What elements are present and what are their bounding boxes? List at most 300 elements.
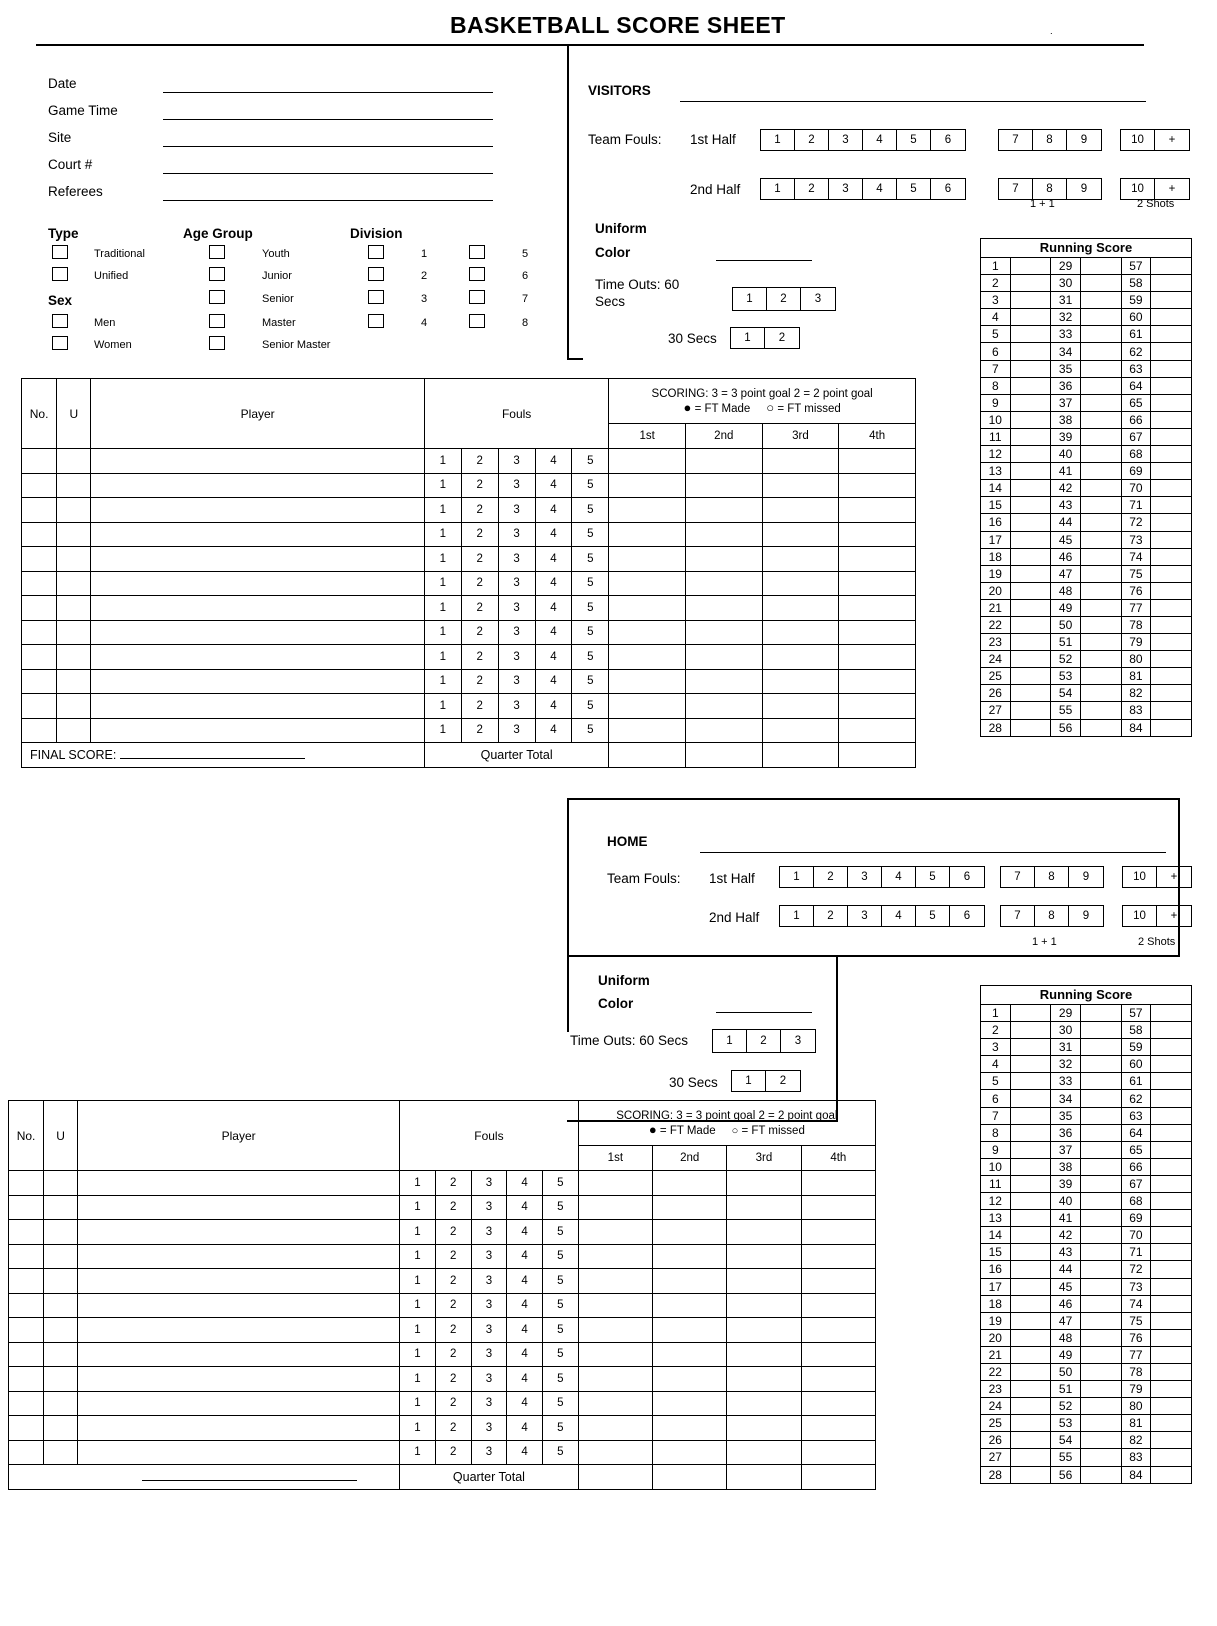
- cell-q4[interactable]: [801, 1171, 875, 1196]
- cell-u[interactable]: [57, 473, 91, 498]
- rs-blank[interactable]: [1080, 275, 1121, 292]
- cell-u[interactable]: [57, 449, 91, 474]
- rs-blank[interactable]: [1080, 446, 1121, 463]
- cell-no[interactable]: [9, 1367, 44, 1392]
- cell-u[interactable]: [44, 1171, 78, 1196]
- cell-foul[interactable]: 1: [400, 1244, 436, 1269]
- rs-blank[interactable]: [1010, 634, 1051, 651]
- info-input-game-time[interactable]: [163, 119, 493, 120]
- cell-player[interactable]: [91, 645, 425, 670]
- cell-foul[interactable]: 3: [498, 718, 535, 743]
- cell-q3[interactable]: [727, 1220, 801, 1245]
- table-row[interactable]: [9, 1171, 876, 1196]
- cell-q2[interactable]: [653, 1195, 727, 1220]
- cell-foul[interactable]: 4: [535, 620, 572, 645]
- rs-blank[interactable]: [1010, 1244, 1051, 1261]
- table-row[interactable]: [9, 1269, 876, 1294]
- rs-blank[interactable]: [1010, 1466, 1051, 1483]
- rs-blank[interactable]: [1151, 685, 1192, 702]
- rs-blank[interactable]: [1151, 1346, 1192, 1363]
- cell-q3[interactable]: [727, 1367, 801, 1392]
- table-row[interactable]: [981, 1295, 1192, 1312]
- cell-q4[interactable]: [839, 473, 916, 498]
- rs-blank[interactable]: [1080, 326, 1121, 343]
- foul-cell[interactable]: 7: [999, 179, 1033, 199]
- table-row[interactable]: [981, 1415, 1192, 1432]
- rs-blank[interactable]: [1151, 394, 1192, 411]
- foul-cell[interactable]: 1: [761, 130, 795, 150]
- cell-foul[interactable]: 4: [507, 1244, 543, 1269]
- cell-foul[interactable]: 2: [435, 1293, 471, 1318]
- rs-blank[interactable]: [1080, 719, 1121, 736]
- rs-blank[interactable]: [1080, 668, 1121, 685]
- cell-foul[interactable]: 2: [461, 596, 498, 621]
- visitors-half2-fouls-10-plus[interactable]: [1120, 178, 1190, 200]
- foul-cell[interactable]: 3: [848, 906, 882, 926]
- table-row[interactable]: [9, 1195, 876, 1220]
- cell-foul[interactable]: 4: [535, 522, 572, 547]
- rs-blank[interactable]: [1010, 599, 1051, 616]
- rs-blank[interactable]: [1080, 514, 1121, 531]
- cell-foul[interactable]: 4: [507, 1440, 543, 1465]
- cell-foul[interactable]: 1: [400, 1318, 436, 1343]
- cell-foul[interactable]: 3: [498, 522, 535, 547]
- cell-foul[interactable]: 1: [400, 1416, 436, 1441]
- home-half2-fouls-1-6[interactable]: [779, 905, 985, 927]
- rs-blank[interactable]: [1010, 1398, 1051, 1415]
- cell-u[interactable]: [44, 1440, 78, 1465]
- foul-cell[interactable]: 2: [814, 906, 848, 926]
- cell-q2[interactable]: [653, 1391, 727, 1416]
- visitors-half1-fouls-10-plus[interactable]: [1120, 129, 1190, 151]
- rs-blank[interactable]: [1010, 275, 1051, 292]
- cell-foul[interactable]: 4: [507, 1391, 543, 1416]
- rs-blank[interactable]: [1010, 1193, 1051, 1210]
- rs-blank[interactable]: [1080, 1210, 1121, 1227]
- cell-foul[interactable]: 4: [535, 571, 572, 596]
- rs-blank[interactable]: [1080, 497, 1121, 514]
- table-row[interactable]: [22, 645, 916, 670]
- rs-blank[interactable]: [1010, 531, 1051, 548]
- foul-cell[interactable]: 4: [863, 130, 897, 150]
- rs-blank[interactable]: [1151, 309, 1192, 326]
- cell-foul[interactable]: 5: [572, 718, 609, 743]
- cell-q4[interactable]: [839, 498, 916, 523]
- rs-blank[interactable]: [1010, 548, 1051, 565]
- cell-foul[interactable]: 5: [572, 645, 609, 670]
- rs-blank[interactable]: [1080, 463, 1121, 480]
- cell-foul[interactable]: 2: [461, 449, 498, 474]
- rs-blank[interactable]: [1151, 1449, 1192, 1466]
- rs-blank[interactable]: [1151, 1039, 1192, 1056]
- cell-u[interactable]: [57, 669, 91, 694]
- rs-blank[interactable]: [1151, 1415, 1192, 1432]
- cell-no[interactable]: [9, 1269, 44, 1294]
- rs-blank[interactable]: [1010, 1415, 1051, 1432]
- cell-q2[interactable]: [685, 645, 762, 670]
- rs-blank[interactable]: [1151, 634, 1192, 651]
- cell-foul[interactable]: 4: [507, 1220, 543, 1245]
- rs-blank[interactable]: [1151, 1466, 1192, 1483]
- rs-blank[interactable]: [1010, 514, 1051, 531]
- quarter-total-3rd[interactable]: [727, 1465, 801, 1490]
- cell-q2[interactable]: [653, 1269, 727, 1294]
- cell-foul[interactable]: 2: [461, 473, 498, 498]
- cell-foul[interactable]: 5: [542, 1269, 578, 1294]
- cell-foul[interactable]: 4: [507, 1195, 543, 1220]
- cell-no[interactable]: [9, 1171, 44, 1196]
- cell-no[interactable]: [9, 1244, 44, 1269]
- cell-foul[interactable]: 4: [535, 596, 572, 621]
- cell-player[interactable]: [78, 1342, 400, 1367]
- foul-cell[interactable]: 10: [1121, 130, 1155, 150]
- rs-blank[interactable]: [1151, 1193, 1192, 1210]
- cell-q4[interactable]: [801, 1367, 875, 1392]
- cell-no[interactable]: [22, 718, 57, 743]
- cell-q1[interactable]: [609, 718, 686, 743]
- cell-foul[interactable]: 2: [435, 1416, 471, 1441]
- cell-player[interactable]: [78, 1367, 400, 1392]
- cell-foul[interactable]: 1: [424, 620, 461, 645]
- checkbox-sex-men[interactable]: [52, 314, 68, 328]
- quarter-total-2nd[interactable]: [653, 1465, 727, 1490]
- foul-cell[interactable]: 9: [1082, 910, 1090, 922]
- rs-blank[interactable]: [1151, 411, 1192, 428]
- home-name-input[interactable]: [700, 852, 1166, 853]
- rs-blank[interactable]: [1010, 1175, 1051, 1192]
- timeout-cell[interactable]: 2: [767, 288, 801, 310]
- cell-q1[interactable]: [578, 1293, 652, 1318]
- cell-q2[interactable]: [685, 718, 762, 743]
- table-row[interactable]: [9, 1318, 876, 1343]
- rs-blank[interactable]: [1151, 1056, 1192, 1073]
- foul-cell[interactable]: 1: [780, 906, 814, 926]
- cell-foul[interactable]: 1: [424, 522, 461, 547]
- rs-blank[interactable]: [1151, 616, 1192, 633]
- checkbox-division-5[interactable]: [469, 245, 485, 259]
- rs-blank[interactable]: [1151, 360, 1192, 377]
- timeout-cell[interactable]: 1: [713, 1030, 747, 1052]
- cell-foul[interactable]: 2: [435, 1367, 471, 1392]
- cell-no[interactable]: [22, 473, 57, 498]
- cell-q1[interactable]: [609, 596, 686, 621]
- foul-cell[interactable]: 6: [963, 871, 971, 883]
- cell-foul[interactable]: 5: [542, 1416, 578, 1441]
- cell-foul[interactable]: 1: [424, 571, 461, 596]
- rs-blank[interactable]: [1151, 531, 1192, 548]
- rs-blank[interactable]: [1151, 1312, 1192, 1329]
- cell-player[interactable]: [91, 571, 425, 596]
- cell-u[interactable]: [44, 1220, 78, 1245]
- rs-blank[interactable]: [1080, 1261, 1121, 1278]
- table-row[interactable]: [9, 1416, 876, 1441]
- table-row[interactable]: [981, 1175, 1192, 1192]
- table-row[interactable]: [981, 1227, 1192, 1244]
- cell-foul[interactable]: 1: [424, 645, 461, 670]
- cell-foul[interactable]: 3: [498, 669, 535, 694]
- cell-q1[interactable]: [578, 1391, 652, 1416]
- rs-blank[interactable]: [1151, 1295, 1192, 1312]
- rs-blank[interactable]: [1010, 326, 1051, 343]
- cell-q3[interactable]: [762, 473, 839, 498]
- cell-player[interactable]: [91, 522, 425, 547]
- cell-foul[interactable]: 1: [400, 1367, 436, 1392]
- cell-q1[interactable]: [578, 1440, 652, 1465]
- rs-blank[interactable]: [1080, 411, 1121, 428]
- cell-u[interactable]: [44, 1293, 78, 1318]
- cell-foul[interactable]: 2: [435, 1195, 471, 1220]
- rs-blank[interactable]: [1010, 565, 1051, 582]
- cell-q4[interactable]: [801, 1342, 875, 1367]
- cell-u[interactable]: [44, 1342, 78, 1367]
- rs-blank[interactable]: [1010, 685, 1051, 702]
- rs-blank[interactable]: [1010, 1346, 1051, 1363]
- rs-blank[interactable]: [1151, 258, 1192, 275]
- timeout-cell[interactable]: 1: [731, 328, 765, 348]
- rs-blank[interactable]: [1080, 565, 1121, 582]
- cell-foul[interactable]: 3: [471, 1440, 507, 1465]
- rs-blank[interactable]: [1080, 531, 1121, 548]
- table-row[interactable]: [22, 718, 916, 743]
- quarter-total-1st[interactable]: [609, 743, 686, 768]
- cell-no[interactable]: [9, 1220, 44, 1245]
- info-input-court[interactable]: [163, 173, 493, 174]
- cell-foul[interactable]: 4: [535, 694, 572, 719]
- table-row[interactable]: [22, 498, 916, 523]
- cell-q1[interactable]: [578, 1342, 652, 1367]
- cell-q1[interactable]: [609, 449, 686, 474]
- cell-player[interactable]: [91, 694, 425, 719]
- rs-blank[interactable]: [1010, 1107, 1051, 1124]
- foul-cell[interactable]: +: [1168, 134, 1176, 146]
- cell-u[interactable]: [44, 1318, 78, 1343]
- rs-blank[interactable]: [1080, 1056, 1121, 1073]
- timeout-cell[interactable]: 1: [732, 1071, 766, 1091]
- foul-cell[interactable]: +: [1168, 183, 1176, 195]
- rs-blank[interactable]: [1080, 343, 1121, 360]
- rs-blank[interactable]: [1010, 1432, 1051, 1449]
- cell-foul[interactable]: 5: [542, 1318, 578, 1343]
- rs-blank[interactable]: [1151, 1005, 1192, 1022]
- foul-cell[interactable]: 4: [882, 906, 916, 926]
- cell-q4[interactable]: [801, 1440, 875, 1465]
- rs-blank[interactable]: [1080, 1295, 1121, 1312]
- table-row[interactable]: [981, 1346, 1192, 1363]
- cell-foul[interactable]: 2: [435, 1391, 471, 1416]
- table-row[interactable]: [981, 1141, 1192, 1158]
- table-row[interactable]: [9, 1342, 876, 1367]
- timeout-cell[interactable]: 2: [778, 332, 786, 344]
- rs-blank[interactable]: [1010, 292, 1051, 309]
- table-row[interactable]: [22, 571, 916, 596]
- table-row[interactable]: [981, 1278, 1192, 1295]
- checkbox-sex-women[interactable]: [52, 336, 68, 350]
- rs-blank[interactable]: [1010, 1124, 1051, 1141]
- cell-q1[interactable]: [578, 1220, 652, 1245]
- cell-q1[interactable]: [609, 547, 686, 572]
- rs-blank[interactable]: [1080, 360, 1121, 377]
- rs-blank[interactable]: [1151, 497, 1192, 514]
- cell-foul[interactable]: 1: [400, 1269, 436, 1294]
- rs-blank[interactable]: [1010, 582, 1051, 599]
- rs-blank[interactable]: [1080, 651, 1121, 668]
- rs-blank[interactable]: [1151, 1210, 1192, 1227]
- rs-blank[interactable]: [1151, 599, 1192, 616]
- rs-blank[interactable]: [1080, 1141, 1121, 1158]
- rs-blank[interactable]: [1010, 1449, 1051, 1466]
- rs-blank[interactable]: [1080, 1039, 1121, 1056]
- timeout-cell[interactable]: 2: [779, 1075, 787, 1087]
- cell-q1[interactable]: [609, 473, 686, 498]
- foul-cell[interactable]: +: [1170, 910, 1178, 922]
- cell-foul[interactable]: 2: [435, 1440, 471, 1465]
- cell-q1[interactable]: [609, 669, 686, 694]
- cell-q4[interactable]: [801, 1269, 875, 1294]
- cell-q3[interactable]: [727, 1269, 801, 1294]
- foul-cell[interactable]: 10: [1123, 906, 1157, 926]
- cell-foul[interactable]: 5: [572, 694, 609, 719]
- cell-foul[interactable]: 2: [435, 1318, 471, 1343]
- rs-blank[interactable]: [1080, 1346, 1121, 1363]
- rs-blank[interactable]: [1151, 428, 1192, 445]
- final-score-row[interactable]: [22, 743, 425, 768]
- checkbox-age-youth[interactable]: [209, 245, 225, 259]
- visitors-half1-fouls-1-6[interactable]: [760, 129, 966, 151]
- foul-cell[interactable]: 3: [829, 179, 863, 199]
- cell-q3[interactable]: [762, 718, 839, 743]
- table-row[interactable]: [981, 1398, 1192, 1415]
- foul-cell[interactable]: +: [1170, 871, 1178, 883]
- rs-blank[interactable]: [1080, 634, 1121, 651]
- rs-blank[interactable]: [1151, 668, 1192, 685]
- cell-foul[interactable]: 3: [498, 645, 535, 670]
- cell-q2[interactable]: [653, 1342, 727, 1367]
- cell-foul[interactable]: 5: [542, 1293, 578, 1318]
- cell-q2[interactable]: [685, 694, 762, 719]
- rs-blank[interactable]: [1010, 1073, 1051, 1090]
- rs-blank[interactable]: [1080, 702, 1121, 719]
- cell-q2[interactable]: [653, 1318, 727, 1343]
- rs-blank[interactable]: [1151, 480, 1192, 497]
- rs-blank[interactable]: [1080, 480, 1121, 497]
- cell-foul[interactable]: 5: [542, 1171, 578, 1196]
- rs-blank[interactable]: [1010, 1056, 1051, 1073]
- cell-foul[interactable]: 2: [461, 498, 498, 523]
- checkbox-age-master[interactable]: [209, 314, 225, 328]
- cell-foul[interactable]: 1: [400, 1440, 436, 1465]
- cell-q2[interactable]: [685, 522, 762, 547]
- table-row[interactable]: [22, 596, 916, 621]
- cell-foul[interactable]: 2: [435, 1244, 471, 1269]
- cell-foul[interactable]: 3: [471, 1318, 507, 1343]
- foul-cell[interactable]: 7: [999, 130, 1033, 150]
- table-row[interactable]: [981, 1005, 1192, 1022]
- timeout-cell[interactable]: 3: [814, 293, 822, 305]
- cell-player[interactable]: [78, 1244, 400, 1269]
- rs-blank[interactable]: [1151, 377, 1192, 394]
- visitors-half1-fouls-7-9[interactable]: [998, 129, 1102, 151]
- rs-blank[interactable]: [1010, 1381, 1051, 1398]
- final-score-input[interactable]: [120, 758, 305, 759]
- info-input-site[interactable]: [163, 146, 493, 147]
- cell-foul[interactable]: 2: [461, 669, 498, 694]
- cell-q2[interactable]: [685, 620, 762, 645]
- table-row[interactable]: [981, 1449, 1192, 1466]
- cell-u[interactable]: [57, 498, 91, 523]
- cell-no[interactable]: [22, 449, 57, 474]
- rs-blank[interactable]: [1151, 1381, 1192, 1398]
- cell-player[interactable]: [78, 1220, 400, 1245]
- foul-cell[interactable]: 8: [1033, 179, 1067, 199]
- cell-player[interactable]: [78, 1391, 400, 1416]
- cell-player[interactable]: [91, 718, 425, 743]
- cell-q3[interactable]: [727, 1416, 801, 1441]
- rs-blank[interactable]: [1151, 702, 1192, 719]
- rs-blank[interactable]: [1080, 1415, 1121, 1432]
- rs-blank[interactable]: [1151, 1398, 1192, 1415]
- rs-blank[interactable]: [1010, 1261, 1051, 1278]
- cell-q2[interactable]: [685, 571, 762, 596]
- cell-foul[interactable]: 5: [572, 498, 609, 523]
- visitors-half2-fouls-7-9[interactable]: [998, 178, 1102, 200]
- table-row[interactable]: [981, 1381, 1192, 1398]
- cell-foul[interactable]: 3: [498, 498, 535, 523]
- table-row[interactable]: [9, 1220, 876, 1245]
- rs-blank[interactable]: [1151, 1090, 1192, 1107]
- cell-foul[interactable]: 4: [535, 473, 572, 498]
- cell-foul[interactable]: 3: [498, 449, 535, 474]
- home-half2-fouls-7-9[interactable]: [1000, 905, 1104, 927]
- cell-u[interactable]: [44, 1367, 78, 1392]
- rs-blank[interactable]: [1151, 548, 1192, 565]
- cell-no[interactable]: [22, 669, 57, 694]
- table-row[interactable]: [22, 449, 916, 474]
- home-final-score-input[interactable]: [142, 1480, 357, 1481]
- home-final-score-row[interactable]: [9, 1465, 400, 1490]
- cell-foul[interactable]: 3: [471, 1391, 507, 1416]
- rs-blank[interactable]: [1010, 1312, 1051, 1329]
- cell-q1[interactable]: [609, 522, 686, 547]
- cell-q2[interactable]: [653, 1171, 727, 1196]
- quarter-total-3rd[interactable]: [762, 743, 839, 768]
- cell-q2[interactable]: [685, 547, 762, 572]
- checkbox-type-unified[interactable]: [52, 267, 68, 281]
- rs-blank[interactable]: [1080, 1329, 1121, 1346]
- home-half2-fouls-10-plus[interactable]: [1122, 905, 1192, 927]
- checkbox-age-junior[interactable]: [209, 267, 225, 281]
- rs-blank[interactable]: [1010, 446, 1051, 463]
- cell-q4[interactable]: [801, 1244, 875, 1269]
- rs-blank[interactable]: [1151, 514, 1192, 531]
- home-half1-fouls-10-plus[interactable]: [1122, 866, 1192, 888]
- cell-player[interactable]: [78, 1293, 400, 1318]
- quarter-total-2nd[interactable]: [685, 743, 762, 768]
- cell-foul[interactable]: 1: [400, 1171, 436, 1196]
- cell-foul[interactable]: 2: [461, 694, 498, 719]
- cell-foul[interactable]: 1: [400, 1391, 436, 1416]
- cell-q3[interactable]: [762, 498, 839, 523]
- table-row[interactable]: [9, 1391, 876, 1416]
- cell-no[interactable]: [9, 1195, 44, 1220]
- cell-foul[interactable]: 3: [498, 620, 535, 645]
- cell-q3[interactable]: [762, 645, 839, 670]
- table-row[interactable]: [981, 1329, 1192, 1346]
- cell-foul[interactable]: 2: [461, 645, 498, 670]
- cell-foul[interactable]: 1: [424, 498, 461, 523]
- timeout-cell[interactable]: 3: [794, 1035, 802, 1047]
- rs-blank[interactable]: [1010, 1329, 1051, 1346]
- rs-blank[interactable]: [1010, 1141, 1051, 1158]
